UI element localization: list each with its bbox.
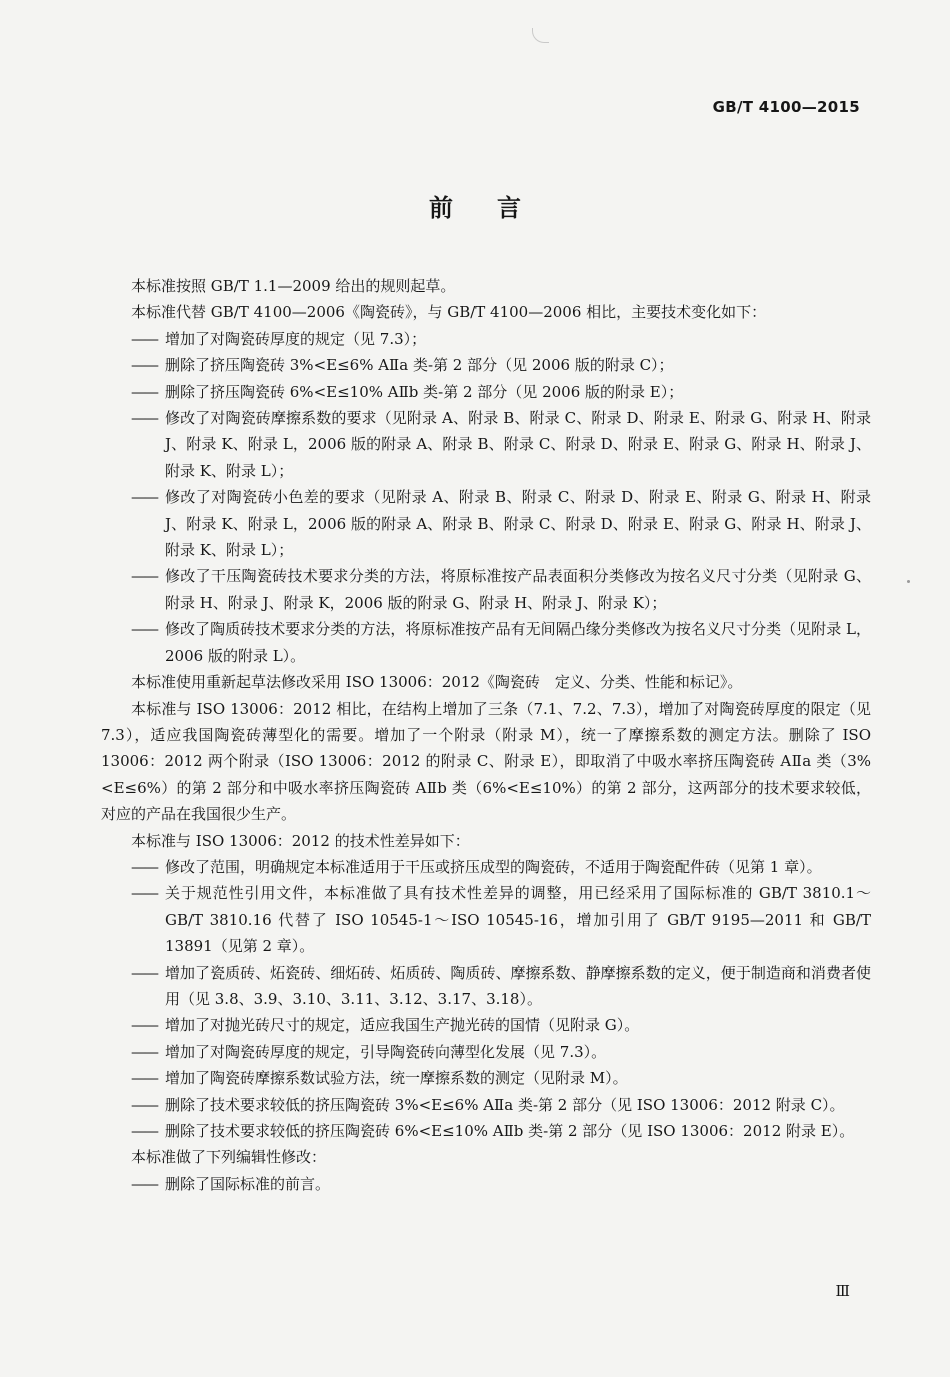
dash-marker: —— <box>131 884 157 903</box>
iso-adoption-paragraph: 本标准使用重新起草法修改采用 ISO 13006：2012《陶瓷砖 定义、分类、性能和标记》。 <box>131 673 743 692</box>
list-item <box>131 1118 871 1144</box>
dash-marker: —— <box>131 567 157 586</box>
list-item-text: 增加了对陶瓷砖厚度的规定，引导陶瓷砖向薄型化发展（见 7.3）。 <box>165 1042 607 1061</box>
dash-marker: —— <box>131 1174 157 1193</box>
list-item-text: 关于规范性引用文件，本标准做了具有技术性差异的调整，用已经采用了国际标准的 GB/T 3810.1～GB/T 3810.16 代替了 ISO 10545-1～ISO 10545-16，增加引用了 GB/T 9195—2011 和 GB/T 13891（见第 2 章）。 <box>165 884 871 956</box>
list-item-text: 增加了对陶瓷砖厚度的规定（见 7.3）； <box>165 329 427 348</box>
intro-paragraph: 本标准按照 GB/T 1.1—2009 给出的规则起草。 <box>131 277 456 295</box>
list-item <box>131 616 871 669</box>
list-item-text: 删除了挤压陶瓷砖 6%<E≤10% AⅡb 类-第 2 部分（见 2006 版的附录 E）； <box>165 382 684 401</box>
dash-marker: —— <box>131 1122 157 1140</box>
list-item-text: 删除了挤压陶瓷砖 3%<E≤6% AⅡa 类-第 2 部分（见 2006 版的附录 C）； <box>165 356 674 375</box>
dash-marker: —— <box>131 329 157 348</box>
scan-artifact <box>532 28 549 43</box>
dash-marker: —— <box>131 1016 157 1035</box>
list-item <box>131 960 871 1013</box>
dash-marker: —— <box>131 857 157 876</box>
dash-marker: —— <box>131 963 157 982</box>
technical-changes-list <box>131 326 871 669</box>
page-number: Ⅲ <box>835 1282 850 1300</box>
differences-intro: 本标准与 ISO 13006：2012 的技术性差异如下： <box>131 831 470 850</box>
list-item-text: 删除了技术要求较低的挤压陶瓷砖 3%<E≤6% AⅡa 类-第 2 部分（见 ISO 13006：2012 附录 C）。 <box>165 1095 845 1114</box>
list-item-text: 修改了陶质砖技术要求分类的方法，将原标准按产品有无间隔凸缘分类修改为按名义尺寸分类（见附录 L，2006 版的附录 L）。 <box>165 620 871 665</box>
list-item-text: 修改了范围，明确规定本标准适用于干压或挤压成型的陶瓷砖，不适用于陶瓷配件砖（见第 1 章）。 <box>165 857 822 876</box>
list-item <box>131 1012 871 1038</box>
list-item <box>131 880 871 959</box>
list-item <box>131 352 871 378</box>
list-item-text: 修改了干压陶瓷砖技术要求分类的方法，将原标准按产品表面积分类修改为按名义尺寸分类（见附录 G、附录 H、附录 J、附录 K，2006 版的附录 G、附录 H、附录 J、附录 K）； <box>165 567 871 612</box>
scan-artifact-dot <box>907 580 910 583</box>
list-item-text: 增加了对抛光砖尺寸的规定，适应我国生产抛光砖的国情（见附录 G）。 <box>165 1016 640 1035</box>
foreword-body <box>101 273 871 1197</box>
list-item <box>131 326 871 352</box>
dash-marker: —— <box>131 1069 157 1088</box>
structure-comparison-paragraph: 本标准与 ISO 13006：2012 相比，在结构上增加了三条（7.1、7.2、7.3），增加了对陶瓷砖厚度的限定（见 7.3），适应我国陶瓷砖薄型化的需要。增加了一个附录（附录 M），统一了摩擦系数的测定方法。删除了 ISO 13006：2012 两个附录（ISO 13006：2012 的附录 C、附录 E），即取消了中吸水率挤压陶瓷砖 AⅡa 类（3%<E≤6%）的第 2 部分和中吸水率挤压陶瓷砖 AⅡb 类（6%<E≤10%）的第 2 部分，这两部分的技术要求较低，对应的产品在我国很少生产。 <box>101 699 871 824</box>
list-item <box>131 1039 871 1065</box>
list-item-text: 修改了对陶瓷砖小色差的要求（见附录 A、附录 B、附录 C、附录 D、附录 E、附录 G、附录 H、附录 J、附录 K、附录 L，2006 版的附录 A、附录 B、附录 C、附录 D、附录 E、附录 G、附录 H、附录 J、附录 K、附录 L）； <box>165 488 871 560</box>
list-item-text: 删除了国际标准的前言。 <box>165 1174 331 1193</box>
list-item <box>131 1065 871 1091</box>
dash-marker: —— <box>131 620 157 639</box>
replacement-paragraph: 本标准代替 GB/T 4100—2006《陶瓷砖》，与 GB/T 4100—2006 相比，主要技术变化如下： <box>131 303 767 322</box>
editorial-intro: 本标准做了下列编辑性修改： <box>131 1148 327 1167</box>
list-item <box>131 563 871 616</box>
page-title: 前言 <box>429 194 565 222</box>
dash-marker: —— <box>131 1095 157 1114</box>
list-item-text: 增加了陶瓷砖摩擦系数试验方法，统一摩擦系数的测定（见附录 M）。 <box>165 1069 628 1088</box>
dash-marker: —— <box>131 409 157 428</box>
list-item <box>131 1171 871 1197</box>
list-item-text: 修改了对陶瓷砖摩擦系数的要求（见附录 A、附录 B、附录 C、附录 D、附录 E、附录 G、附录 H、附录 J、附录 K、附录 L，2006 版的附录 A、附录 B、附录 C、附录 D、附录 E、附录 G、附录 H、附录 J、附录 K、附录 L）； <box>165 409 871 480</box>
list-item <box>131 854 871 880</box>
technical-differences-list <box>131 854 871 1144</box>
dash-marker: —— <box>131 1042 157 1061</box>
dash-marker: —— <box>131 382 157 401</box>
standard-id: GB/T 4100—2015 <box>712 98 860 116</box>
editorial-changes-list <box>131 1171 871 1197</box>
list-item-text: 增加了瓷质砖、炻瓷砖、细炻砖、炻质砖、陶质砖、摩擦系数、静摩擦系数的定义，便于制造商和消费者使用（见 3.8、3.9、3.10、3.11、3.12、3.17、3.18）。 <box>165 963 871 1008</box>
list-item <box>131 1092 871 1118</box>
list-item <box>131 405 871 484</box>
list-item <box>131 379 871 405</box>
dash-marker: —— <box>131 488 157 507</box>
dash-marker: —— <box>131 356 157 375</box>
list-item-text: 删除了技术要求较低的挤压陶瓷砖 6%<E≤10% AⅡb 类-第 2 部分（见 ISO 13006：2012 附录 E）。 <box>165 1122 855 1140</box>
list-item <box>131 484 871 563</box>
